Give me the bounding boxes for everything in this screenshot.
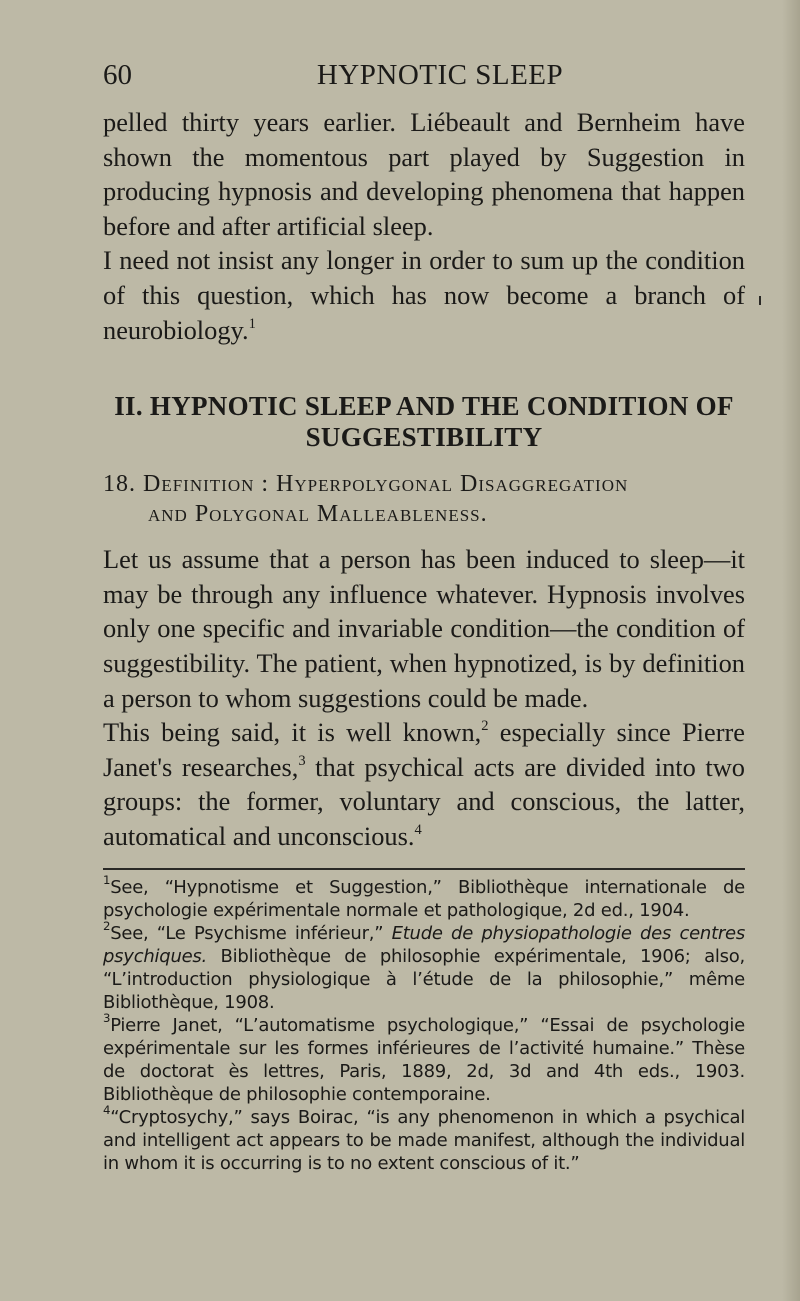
body-paragraph bbox=[103, 243, 745, 347]
page-body bbox=[103, 105, 745, 1175]
subsection-heading bbox=[103, 469, 745, 529]
footnote-text: See, “Hypnotisme et Suggestion,” Bibliothèque internationale de psychologie expérimentale normale et pathologique, 2d ed., 1904. bbox=[103, 876, 745, 921]
paragraph-text: pelled thirty years earlier. Liébeault and Bernheim have shown the momentous part played by Suggestion in producing hypnosis and developing phenomena that happen before and after artificial sleep. bbox=[103, 107, 745, 241]
subsection-heading-line: 18. Definition : Hyperpolygonal Disaggregation bbox=[103, 471, 629, 498]
body-paragraph bbox=[103, 542, 745, 715]
footnote-text: See, “Le Psychisme inférieur,” bbox=[110, 922, 392, 944]
subsection-heading-line: and Polygonal Malleableness. bbox=[148, 501, 488, 528]
footnote-ref: 2 bbox=[481, 718, 489, 735]
footnote-text: Pierre Janet, “L’automatisme psychologique,” “Essai de psychologie expérimentale sur les formes inférieures de l’activité humaine.” Thèse de doctorat ès lettres, Paris, 1889, 2d, 3d and 4th eds., 1903. Bibliothèque de philosophie contemporaine. bbox=[103, 1014, 745, 1105]
body-paragraph bbox=[103, 105, 745, 243]
body-paragraph bbox=[103, 715, 745, 853]
footnote-rule bbox=[103, 868, 745, 870]
footnote bbox=[103, 918, 745, 1014]
section-heading: II. HYPNOTIC SLEEP AND THE CONDITION OF SUGGESTIBILITY bbox=[114, 391, 734, 453]
footnote-number: 4 bbox=[103, 1102, 111, 1117]
footnote-text: Bibliothèque de philosophie expérimentale, 1906; also, “L’introduction physiologique à l’étude de la philosophie,” même Bibliothèque, 1908. bbox=[103, 945, 745, 1013]
page-number: 60 bbox=[103, 59, 132, 91]
footnote-ref: 4 bbox=[414, 822, 422, 839]
running-title: HYPNOTIC SLEEP bbox=[316, 59, 564, 91]
footnote-italic-title: Etude de physiopathologie des centres psychiques. bbox=[103, 922, 745, 967]
page-edge-shadow bbox=[782, 0, 800, 1301]
ink-speck bbox=[759, 296, 761, 305]
paragraph-text: especially since Pierre Janet's researches, bbox=[103, 717, 745, 782]
footnote-number: 1 bbox=[103, 872, 111, 887]
running-head bbox=[103, 58, 747, 92]
paragraph-text: This being said, it is well known, bbox=[103, 717, 482, 748]
footnote-ref: 1 bbox=[248, 315, 256, 332]
footnote-ref: 3 bbox=[298, 752, 306, 769]
footnote bbox=[103, 1010, 745, 1106]
footnotes bbox=[103, 872, 745, 1175]
footnote-number: 2 bbox=[103, 918, 111, 933]
footnote bbox=[103, 872, 745, 922]
footnote-text: “Cryptosychy,” says Boirac, “is any phenomenon in which a psychical and intelligent act appears to be made manifest, although the individual in whom it is occurring is to no extent conscious of it.” bbox=[103, 1106, 745, 1174]
footnote bbox=[103, 1102, 745, 1175]
paragraph-text: I need not insist any longer in order to sum up the condition of this question, which has now become a branch of neurobiology. bbox=[103, 245, 745, 345]
paragraph-text: Let us assume that a person has been induced to sleep—it may be through any influence whatever. Hypnosis involves only one specific and invariable condition—the condition of suggestibility. The patient, when hypnotized, is by definition a person to whom suggestions could be made. bbox=[103, 544, 745, 713]
footnote-number: 3 bbox=[103, 1010, 111, 1025]
paragraph-text: that psychical acts are divided into two groups: the former, voluntary and conscious, the latter, automatical and unconscious. bbox=[103, 751, 746, 851]
